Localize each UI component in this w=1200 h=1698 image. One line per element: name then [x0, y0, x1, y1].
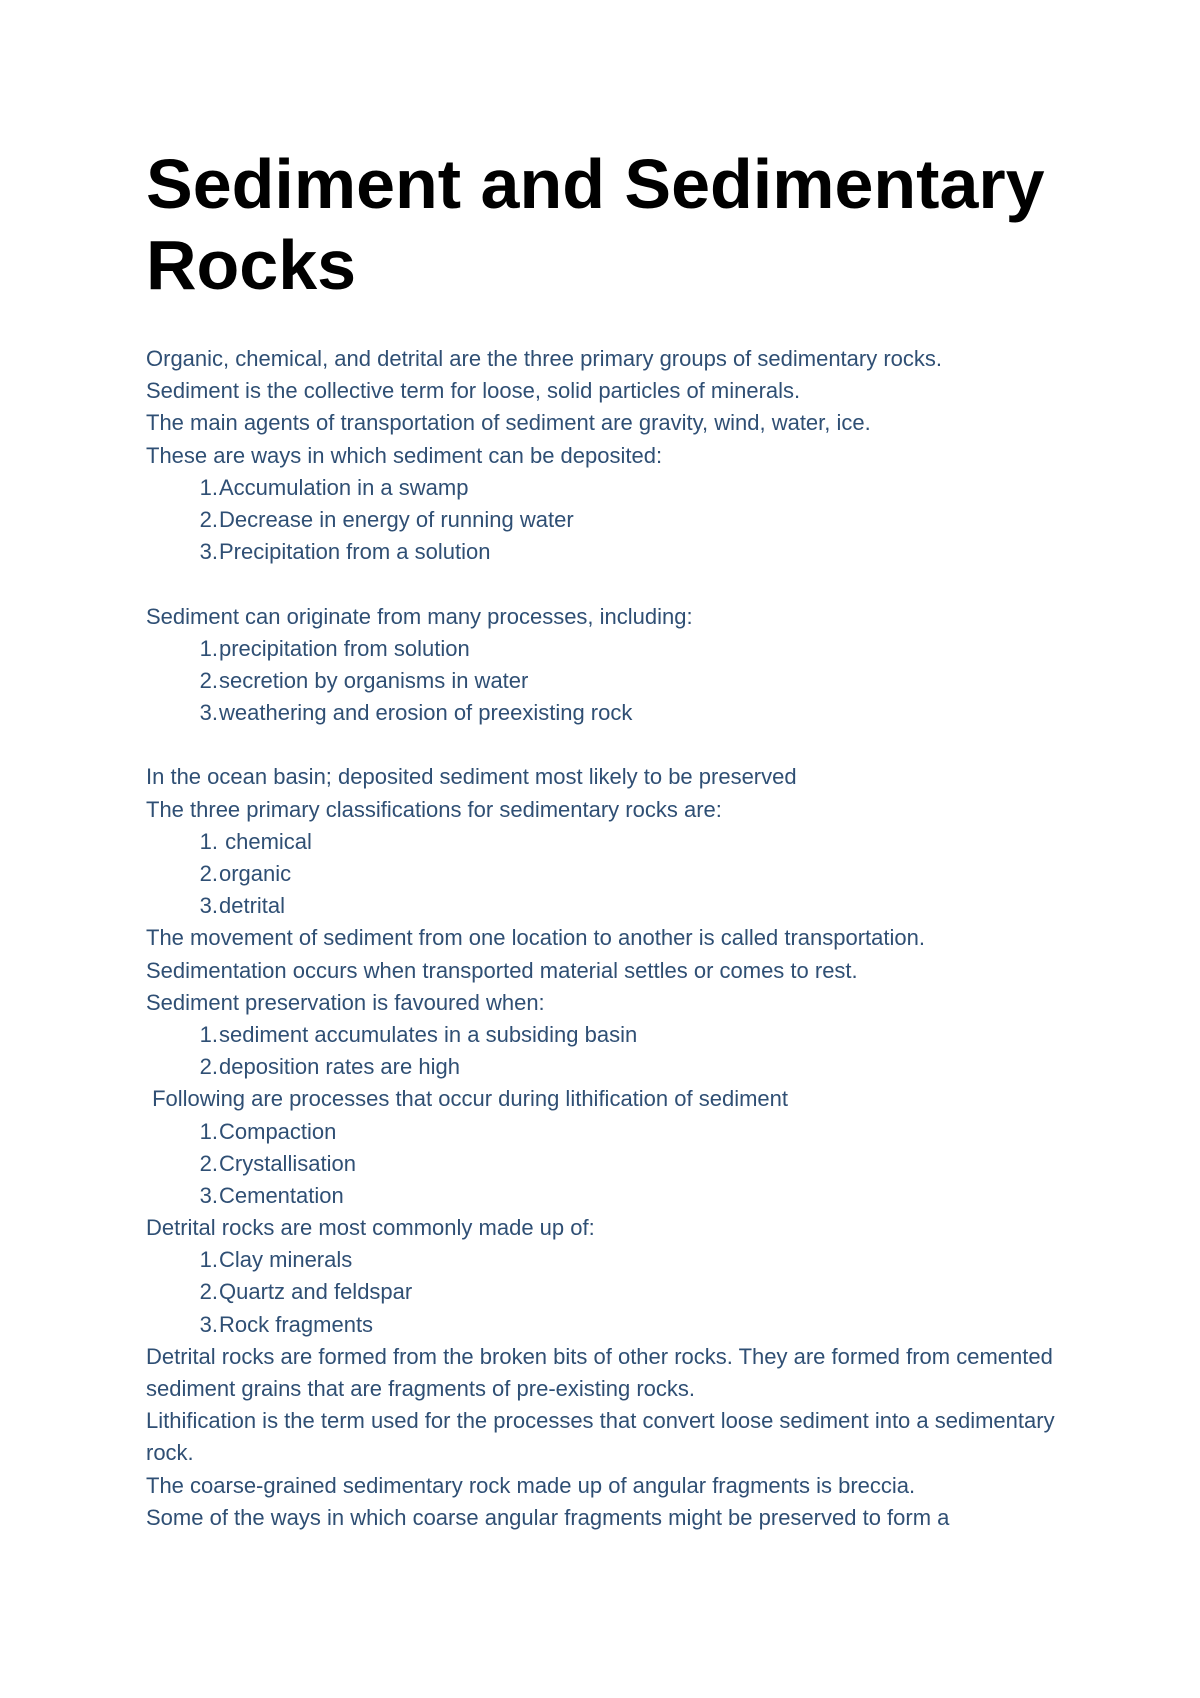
paragraph-transport-agents: The main agents of transportation of sediment are gravity, wind, water, ice.	[146, 410, 871, 436]
document-body	[146, 343, 1066, 1534]
list-number: 3.	[199, 893, 218, 919]
list-item-text: organic	[219, 861, 292, 886]
page-title: Sediment and Sedimentary Rocks	[146, 145, 1045, 304]
paragraph-deposition-intro: These are ways in which sediment can be deposited:	[146, 442, 663, 468]
list-item-text: Accumulation in a swamp	[219, 474, 469, 500]
list-item	[146, 1116, 1066, 1148]
list-item-text: secretion by organisms in water	[219, 667, 529, 693]
paragraph-origins-intro: Sediment can originate from many processes, including:	[146, 603, 693, 629]
list-item	[146, 858, 1066, 890]
list-number: 1.	[199, 1021, 218, 1047]
list-number: 1.	[199, 474, 218, 500]
paragraph-lithification-definition: Lithification is the term used for the processes that convert loose sediment into a sedimentary rock.	[146, 1408, 1055, 1466]
paragraph-preservation-intro: Sediment preservation is favoured when:	[146, 989, 545, 1015]
paragraph-transportation: The movement of sediment from one location to another is called transportation.	[146, 925, 925, 951]
list-item	[146, 826, 1066, 858]
list-number: 3.	[199, 1182, 218, 1208]
list-number: 1.	[199, 828, 218, 854]
list-number: 2.	[199, 1054, 218, 1080]
list-item	[146, 1148, 1066, 1180]
paragraph-rock-groups: Organic, chemical, and detrital are the three primary groups of sedimentary rocks.	[146, 346, 943, 371]
list-number: 2.	[199, 861, 218, 886]
list-number: 2.	[199, 506, 218, 532]
paragraph-ocean-basin: In the ocean basin; deposited sediment most likely to be preserved	[146, 764, 797, 790]
list-lithification	[146, 1116, 1066, 1213]
list-item	[146, 536, 1066, 568]
list-item-text: Cementation	[219, 1182, 344, 1208]
blank-line	[146, 568, 1066, 600]
list-number: 3.	[199, 700, 218, 726]
list-item-text: precipitation from solution	[219, 635, 470, 661]
list-item	[146, 1276, 1066, 1308]
paragraph-angular-fragments: Some of the ways in which coarse angular fragments might be preserved to form a	[146, 1504, 950, 1530]
list-item	[146, 633, 1066, 665]
paragraph-sedimentation: Sedimentation occurs when transported material settles or comes to rest.	[146, 957, 858, 983]
list-item-text: Decrease in energy of running water	[219, 506, 574, 532]
list-number: 2.	[199, 667, 218, 693]
blank-line	[146, 729, 1066, 761]
list-number: 1.	[199, 1118, 218, 1144]
list-number: 1.	[199, 635, 218, 661]
list-item	[146, 1244, 1066, 1276]
list-item	[146, 1309, 1066, 1341]
list-preservation	[146, 1019, 1066, 1083]
paragraph-sediment-definition: Sediment is the collective term for loose, solid particles of minerals.	[146, 378, 801, 404]
list-deposition	[146, 472, 1066, 569]
list-item	[146, 665, 1066, 697]
list-classifications	[146, 826, 1066, 923]
paragraph-detrital-makeup-intro: Detrital rocks are most commonly made up of:	[146, 1215, 595, 1241]
list-number: 1.	[199, 1247, 218, 1273]
paragraph-breccia: The coarse-grained sedimentary rock made up of angular fragments is breccia.	[146, 1472, 916, 1498]
list-number: 3.	[199, 539, 218, 565]
list-item-text: Precipitation from a solution	[219, 539, 491, 565]
list-item-text: chemical	[219, 828, 312, 854]
paragraph-classifications-intro: The three primary classifications for sedimentary rocks are:	[146, 796, 722, 822]
list-item	[146, 504, 1066, 536]
list-detrital-makeup	[146, 1244, 1066, 1341]
list-item	[146, 697, 1066, 729]
list-item	[146, 1019, 1066, 1051]
list-item-text: Rock fragments	[219, 1311, 374, 1337]
paragraph-lithification-intro: Following are processes that occur during lithification of sediment	[146, 1086, 788, 1112]
list-item-text: weathering and erosion of preexisting rock	[219, 700, 633, 726]
list-number: 2.	[199, 1150, 218, 1176]
list-item	[146, 472, 1066, 504]
list-item	[146, 1180, 1066, 1212]
list-item	[146, 890, 1066, 922]
list-item-text: Quartz and feldspar	[219, 1279, 413, 1305]
list-origins	[146, 633, 1066, 730]
list-number: 3.	[199, 1311, 218, 1337]
list-item-text: sediment accumulates in a subsiding basin	[219, 1021, 638, 1047]
list-item-text: Clay minerals	[219, 1247, 353, 1273]
list-item	[146, 1051, 1066, 1083]
list-item-text: Compaction	[219, 1118, 337, 1144]
list-number: 2.	[199, 1279, 218, 1305]
list-item-text: deposition rates are high	[219, 1054, 460, 1080]
paragraph-detrital-formation: Detrital rocks are formed from the broken bits of other rocks. They are formed from cemented sediment grains that are fragments of pre-existing rocks.	[146, 1343, 1053, 1402]
list-item-text: Crystallisation	[219, 1150, 356, 1176]
list-item-text: detrital	[219, 893, 286, 919]
